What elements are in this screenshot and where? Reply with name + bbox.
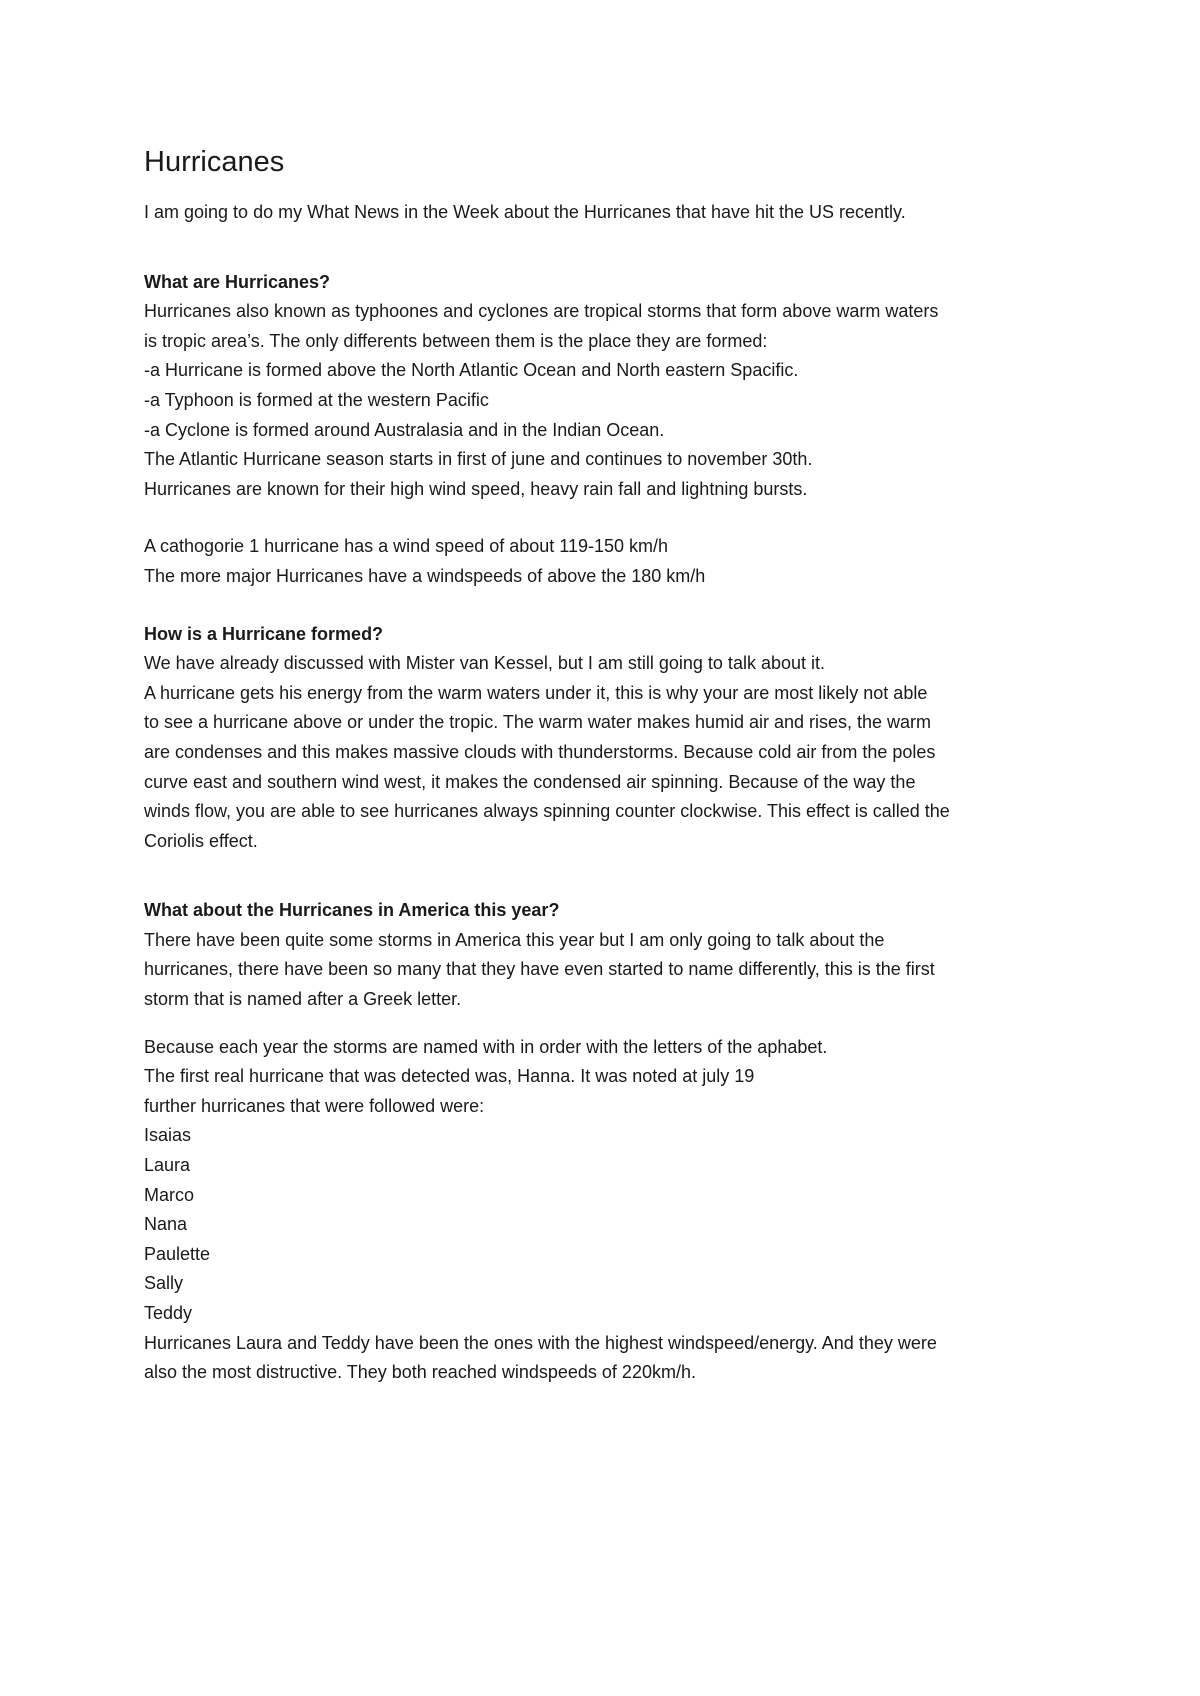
section-heading: What about the Hurricanes in America this year? xyxy=(144,900,560,921)
paragraph-line: -a Cyclone is formed around Australasia and in the Indian Ocean. xyxy=(144,419,665,440)
spacer xyxy=(144,228,1064,268)
spacer xyxy=(144,856,1064,896)
hurricane-name-item: Nana xyxy=(144,1214,188,1235)
hurricane-name-item: Marco xyxy=(144,1184,195,1205)
document-page xyxy=(144,140,1064,1388)
paragraph-line: There have been quite some storms in America this year but I am only going to talk about the xyxy=(144,929,885,950)
paragraph-line: Hurricanes Laura and Teddy have been the ones with the highest windspeed/energy. And they were xyxy=(144,1332,937,1353)
paragraph-line: hurricanes, there have been so many that they have even started to name differently, this is the first xyxy=(144,959,935,980)
paragraph-line: Coriolis effect. xyxy=(144,830,258,851)
paragraph-line: The Atlantic Hurricane season starts in first of june and continues to november 30th. xyxy=(144,449,813,470)
paragraph-line: further hurricanes that were followed were: xyxy=(144,1095,485,1116)
paragraph-line: storm that is named after a Greek letter. xyxy=(144,989,462,1010)
paragraph-line: A cathogorie 1 hurricane has a wind speed of about 119-150 km/h xyxy=(144,536,669,557)
section-heading: How is a Hurricane formed? xyxy=(144,623,384,644)
paragraph-line: We have already discussed with Mister van Kessel, but I am still going to talk about it. xyxy=(144,653,825,674)
spacer xyxy=(144,592,1064,620)
paragraph-line: are condenses and this makes massive clouds with thunderstorms. Because cold air from the poles xyxy=(144,741,936,762)
section-america-this-year xyxy=(144,896,1064,1388)
paragraph-line: is tropic area’s. The only differents between them is the place they are formed: xyxy=(144,330,768,351)
hurricane-name-item: Isaias xyxy=(144,1125,192,1146)
paragraph-line: Hurricanes also known as typhoones and cyclones are tropical storms that form above warm waters xyxy=(144,301,939,322)
document-title: Hurricanes xyxy=(144,146,285,178)
paragraph-line: curve east and southern wind west, it makes the condensed air spinning. Because of the way the xyxy=(144,771,916,792)
paragraph-line: Because each year the storms are named with in order with the letters of the aphabet. xyxy=(144,1036,828,1057)
paragraph-line: The first real hurricane that was detected was, Hanna. It was noted at july 19 xyxy=(144,1066,755,1087)
hurricane-name-item: Sally xyxy=(144,1273,184,1294)
paragraph-line: also the most distructive. They both reached windspeeds of 220km/h. xyxy=(144,1362,696,1383)
section-what-are-hurricanes xyxy=(144,268,1064,592)
section-heading: What are Hurricanes? xyxy=(144,271,331,292)
spacer xyxy=(144,504,1064,532)
paragraph-line: The more major Hurricanes have a windspeeds of above the 180 km/h xyxy=(144,565,706,586)
intro-text: I am going to do my What News in the Week about the Hurricanes that have hit the US recently. xyxy=(144,202,906,222)
paragraph-line: winds flow, you are able to see hurricanes always spinning counter clockwise. This effect is called the xyxy=(144,801,950,822)
section-how-formed xyxy=(144,620,1064,857)
paragraph-line: A hurricane gets his energy from the warm waters under it, this is why your are most likely not able xyxy=(144,682,928,703)
paragraph-line: Hurricanes are known for their high wind speed, heavy rain fall and lightning bursts. xyxy=(144,478,808,499)
paragraph-line: to see a hurricane above or under the tropic. The warm water makes humid air and rises, the warm xyxy=(144,712,932,733)
paragraph-line: -a Hurricane is formed above the North Atlantic Ocean and North eastern Spacific. xyxy=(144,360,799,381)
hurricane-name-item: Laura xyxy=(144,1155,191,1176)
hurricane-name-item: Teddy xyxy=(144,1303,193,1323)
paragraph-line: -a Typhoon is formed at the western Pacific xyxy=(144,389,489,410)
hurricane-name-item: Paulette xyxy=(144,1243,211,1264)
spacer xyxy=(144,1015,1064,1033)
